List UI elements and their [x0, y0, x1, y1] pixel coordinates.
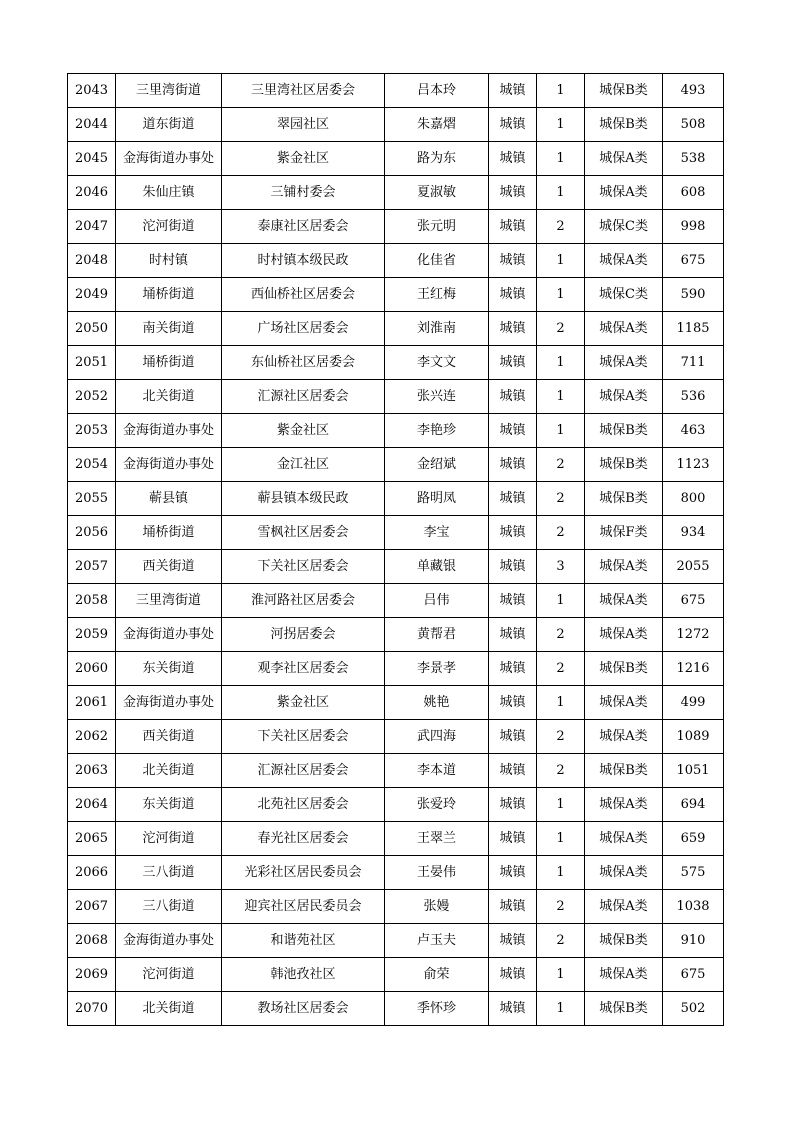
community-cell: 河拐居委会 — [222, 618, 385, 652]
name-cell: 李文文 — [385, 346, 489, 380]
household-size-cell: 2 — [537, 754, 585, 788]
area-type-cell: 城镇 — [489, 584, 537, 618]
amount-cell: 502 — [663, 992, 724, 1026]
insurance-category-cell: 城保B类 — [585, 652, 663, 686]
community-cell: 迎宾社区居民委员会 — [222, 890, 385, 924]
community-cell: 汇源社区居委会 — [222, 754, 385, 788]
area-type-cell: 城镇 — [489, 210, 537, 244]
amount-cell: 711 — [663, 346, 724, 380]
table-row — [68, 720, 724, 754]
community-cell: 韩池孜社区 — [222, 958, 385, 992]
name-cell: 姚艳 — [385, 686, 489, 720]
table-row — [68, 244, 724, 278]
row-number-cell: 2046 — [68, 176, 116, 210]
area-type-cell: 城镇 — [489, 822, 537, 856]
street-office-cell: 北关街道 — [116, 992, 222, 1026]
insurance-category-cell: 城保B类 — [585, 414, 663, 448]
name-cell: 季怀珍 — [385, 992, 489, 1026]
street-office-cell: 沱河街道 — [116, 822, 222, 856]
amount-cell: 2055 — [663, 550, 724, 584]
name-cell: 李景孝 — [385, 652, 489, 686]
name-cell: 张元明 — [385, 210, 489, 244]
name-cell: 俞荣 — [385, 958, 489, 992]
area-type-cell: 城镇 — [489, 924, 537, 958]
insurance-category-cell: 城保F类 — [585, 516, 663, 550]
name-cell: 刘淮南 — [385, 312, 489, 346]
community-cell: 教场社区居委会 — [222, 992, 385, 1026]
row-number-cell: 2066 — [68, 856, 116, 890]
table-row — [68, 686, 724, 720]
row-number-cell: 2065 — [68, 822, 116, 856]
area-type-cell: 城镇 — [489, 244, 537, 278]
community-cell: 和谐苑社区 — [222, 924, 385, 958]
household-size-cell: 1 — [537, 822, 585, 856]
area-type-cell: 城镇 — [489, 890, 537, 924]
table-row — [68, 312, 724, 346]
household-size-cell: 2 — [537, 652, 585, 686]
area-type-cell: 城镇 — [489, 108, 537, 142]
name-cell: 路为东 — [385, 142, 489, 176]
row-number-cell: 2064 — [68, 788, 116, 822]
area-type-cell: 城镇 — [489, 312, 537, 346]
name-cell: 黄帮君 — [385, 618, 489, 652]
area-type-cell: 城镇 — [489, 346, 537, 380]
community-cell: 下关社区居委会 — [222, 720, 385, 754]
table-row — [68, 380, 724, 414]
household-size-cell: 1 — [537, 992, 585, 1026]
insurance-category-cell: 城保A类 — [585, 958, 663, 992]
street-office-cell: 金海街道办事处 — [116, 686, 222, 720]
street-office-cell: 沱河街道 — [116, 958, 222, 992]
household-size-cell: 1 — [537, 584, 585, 618]
insurance-category-cell: 城保B类 — [585, 74, 663, 108]
table-row — [68, 584, 724, 618]
insurance-category-cell: 城保A类 — [585, 346, 663, 380]
household-size-cell: 2 — [537, 448, 585, 482]
household-size-cell: 1 — [537, 958, 585, 992]
name-cell: 化佳省 — [385, 244, 489, 278]
household-size-cell: 2 — [537, 482, 585, 516]
name-cell: 朱嘉熠 — [385, 108, 489, 142]
household-size-cell: 1 — [537, 346, 585, 380]
table-row — [68, 822, 724, 856]
area-type-cell: 城镇 — [489, 516, 537, 550]
row-number-cell: 2069 — [68, 958, 116, 992]
amount-cell: 934 — [663, 516, 724, 550]
household-size-cell: 2 — [537, 924, 585, 958]
amount-cell: 1185 — [663, 312, 724, 346]
name-cell: 张爱玲 — [385, 788, 489, 822]
amount-cell: 1272 — [663, 618, 724, 652]
insurance-category-cell: 城保A类 — [585, 312, 663, 346]
row-number-cell: 2067 — [68, 890, 116, 924]
amount-cell: 998 — [663, 210, 724, 244]
household-size-cell: 2 — [537, 312, 585, 346]
table-row — [68, 958, 724, 992]
community-cell: 紫金社区 — [222, 142, 385, 176]
amount-cell: 910 — [663, 924, 724, 958]
table-row — [68, 754, 724, 788]
amount-cell: 1089 — [663, 720, 724, 754]
area-type-cell: 城镇 — [489, 414, 537, 448]
name-cell: 李本道 — [385, 754, 489, 788]
community-cell: 广场社区居委会 — [222, 312, 385, 346]
row-number-cell: 2058 — [68, 584, 116, 618]
name-cell: 金绍斌 — [385, 448, 489, 482]
row-number-cell: 2048 — [68, 244, 116, 278]
area-type-cell: 城镇 — [489, 856, 537, 890]
household-size-cell: 2 — [537, 516, 585, 550]
household-size-cell: 2 — [537, 720, 585, 754]
amount-cell: 536 — [663, 380, 724, 414]
household-size-cell: 1 — [537, 244, 585, 278]
street-office-cell: 北关街道 — [116, 754, 222, 788]
table-row — [68, 550, 724, 584]
community-cell: 紫金社区 — [222, 414, 385, 448]
street-office-cell: 南关街道 — [116, 312, 222, 346]
household-size-cell: 1 — [537, 380, 585, 414]
community-cell: 翠园社区 — [222, 108, 385, 142]
amount-cell: 675 — [663, 244, 724, 278]
row-number-cell: 2057 — [68, 550, 116, 584]
table-row — [68, 924, 724, 958]
row-number-cell: 2068 — [68, 924, 116, 958]
name-cell: 卢玉夫 — [385, 924, 489, 958]
street-office-cell: 埇桥街道 — [116, 278, 222, 312]
insurance-category-cell: 城保B类 — [585, 108, 663, 142]
household-size-cell: 2 — [537, 890, 585, 924]
insurance-category-cell: 城保B类 — [585, 482, 663, 516]
household-size-cell: 1 — [537, 74, 585, 108]
row-number-cell: 2049 — [68, 278, 116, 312]
community-cell: 雪枫社区居委会 — [222, 516, 385, 550]
amount-cell: 499 — [663, 686, 724, 720]
table-row — [68, 482, 724, 516]
roster-body — [68, 74, 724, 1026]
insurance-category-cell: 城保A类 — [585, 788, 663, 822]
amount-cell: 1051 — [663, 754, 724, 788]
community-cell: 蕲县镇本级民政 — [222, 482, 385, 516]
community-cell: 西仙桥社区居委会 — [222, 278, 385, 312]
roster-table — [67, 73, 724, 1026]
insurance-category-cell: 城保B类 — [585, 754, 663, 788]
household-size-cell: 1 — [537, 856, 585, 890]
table-row — [68, 992, 724, 1026]
street-office-cell: 东关街道 — [116, 652, 222, 686]
amount-cell: 608 — [663, 176, 724, 210]
table-row — [68, 278, 724, 312]
area-type-cell: 城镇 — [489, 176, 537, 210]
amount-cell: 675 — [663, 958, 724, 992]
amount-cell: 493 — [663, 74, 724, 108]
street-office-cell: 朱仙庄镇 — [116, 176, 222, 210]
name-cell: 李艳珍 — [385, 414, 489, 448]
amount-cell: 508 — [663, 108, 724, 142]
row-number-cell: 2044 — [68, 108, 116, 142]
row-number-cell: 2054 — [68, 448, 116, 482]
area-type-cell: 城镇 — [489, 992, 537, 1026]
area-type-cell: 城镇 — [489, 142, 537, 176]
area-type-cell: 城镇 — [489, 652, 537, 686]
insurance-category-cell: 城保A类 — [585, 720, 663, 754]
insurance-category-cell: 城保A类 — [585, 142, 663, 176]
name-cell: 王翠兰 — [385, 822, 489, 856]
name-cell: 吕本玲 — [385, 74, 489, 108]
household-size-cell: 1 — [537, 108, 585, 142]
insurance-category-cell: 城保A类 — [585, 176, 663, 210]
area-type-cell: 城镇 — [489, 788, 537, 822]
name-cell: 单藏银 — [385, 550, 489, 584]
street-office-cell: 金海街道办事处 — [116, 618, 222, 652]
household-size-cell: 1 — [537, 142, 585, 176]
area-type-cell: 城镇 — [489, 74, 537, 108]
amount-cell: 1216 — [663, 652, 724, 686]
street-office-cell: 道东街道 — [116, 108, 222, 142]
area-type-cell: 城镇 — [489, 958, 537, 992]
table-row — [68, 618, 724, 652]
name-cell: 路明凤 — [385, 482, 489, 516]
area-type-cell: 城镇 — [489, 278, 537, 312]
amount-cell: 538 — [663, 142, 724, 176]
table-row — [68, 108, 724, 142]
street-office-cell: 三八街道 — [116, 890, 222, 924]
street-office-cell: 埇桥街道 — [116, 346, 222, 380]
street-office-cell: 三里湾街道 — [116, 74, 222, 108]
household-size-cell: 1 — [537, 414, 585, 448]
insurance-category-cell: 城保A类 — [585, 618, 663, 652]
street-office-cell: 北关街道 — [116, 380, 222, 414]
amount-cell: 575 — [663, 856, 724, 890]
community-cell: 北苑社区居委会 — [222, 788, 385, 822]
area-type-cell: 城镇 — [489, 720, 537, 754]
insurance-category-cell: 城保A类 — [585, 244, 663, 278]
insurance-category-cell: 城保B类 — [585, 448, 663, 482]
street-office-cell: 西关街道 — [116, 550, 222, 584]
insurance-category-cell: 城保A类 — [585, 550, 663, 584]
street-office-cell: 埇桥街道 — [116, 516, 222, 550]
table-row — [68, 346, 724, 380]
area-type-cell: 城镇 — [489, 686, 537, 720]
row-number-cell: 2063 — [68, 754, 116, 788]
community-cell: 春光社区居委会 — [222, 822, 385, 856]
amount-cell: 463 — [663, 414, 724, 448]
area-type-cell: 城镇 — [489, 448, 537, 482]
table-row — [68, 210, 724, 244]
street-office-cell: 金海街道办事处 — [116, 924, 222, 958]
community-cell: 三铺村委会 — [222, 176, 385, 210]
insurance-category-cell: 城保B类 — [585, 992, 663, 1026]
insurance-category-cell: 城保A类 — [585, 856, 663, 890]
insurance-category-cell: 城保A类 — [585, 380, 663, 414]
community-cell: 紫金社区 — [222, 686, 385, 720]
area-type-cell: 城镇 — [489, 482, 537, 516]
row-number-cell: 2062 — [68, 720, 116, 754]
amount-cell: 800 — [663, 482, 724, 516]
table-row — [68, 448, 724, 482]
name-cell: 武四海 — [385, 720, 489, 754]
insurance-category-cell: 城保A类 — [585, 584, 663, 618]
community-cell: 淮河路社区居委会 — [222, 584, 385, 618]
row-number-cell: 2059 — [68, 618, 116, 652]
household-size-cell: 2 — [537, 618, 585, 652]
household-size-cell: 1 — [537, 788, 585, 822]
community-cell: 光彩社区居民委员会 — [222, 856, 385, 890]
insurance-category-cell: 城保A类 — [585, 822, 663, 856]
community-cell: 东仙桥社区居委会 — [222, 346, 385, 380]
row-number-cell: 2056 — [68, 516, 116, 550]
row-number-cell: 2052 — [68, 380, 116, 414]
insurance-category-cell: 城保C类 — [585, 210, 663, 244]
street-office-cell: 三八街道 — [116, 856, 222, 890]
area-type-cell: 城镇 — [489, 618, 537, 652]
row-number-cell: 2061 — [68, 686, 116, 720]
table-row — [68, 414, 724, 448]
table-row — [68, 788, 724, 822]
name-cell: 王晏伟 — [385, 856, 489, 890]
row-number-cell: 2053 — [68, 414, 116, 448]
row-number-cell: 2055 — [68, 482, 116, 516]
table-row — [68, 890, 724, 924]
street-office-cell: 西关街道 — [116, 720, 222, 754]
household-size-cell: 1 — [537, 686, 585, 720]
community-cell: 时村镇本级民政 — [222, 244, 385, 278]
insurance-category-cell: 城保A类 — [585, 890, 663, 924]
name-cell: 王红梅 — [385, 278, 489, 312]
table-row — [68, 856, 724, 890]
row-number-cell: 2051 — [68, 346, 116, 380]
street-office-cell: 金海街道办事处 — [116, 142, 222, 176]
community-cell: 汇源社区居委会 — [222, 380, 385, 414]
row-number-cell: 2060 — [68, 652, 116, 686]
row-number-cell: 2045 — [68, 142, 116, 176]
row-number-cell: 2050 — [68, 312, 116, 346]
table-row — [68, 74, 724, 108]
household-size-cell: 1 — [537, 278, 585, 312]
row-number-cell: 2070 — [68, 992, 116, 1026]
household-size-cell: 2 — [537, 210, 585, 244]
community-cell: 金江社区 — [222, 448, 385, 482]
name-cell: 夏淑敏 — [385, 176, 489, 210]
amount-cell: 694 — [663, 788, 724, 822]
table-row — [68, 516, 724, 550]
amount-cell: 590 — [663, 278, 724, 312]
name-cell: 张兴连 — [385, 380, 489, 414]
row-number-cell: 2043 — [68, 74, 116, 108]
insurance-category-cell: 城保A类 — [585, 686, 663, 720]
community-cell: 下关社区居委会 — [222, 550, 385, 584]
table-row — [68, 142, 724, 176]
table-row — [68, 176, 724, 210]
name-cell: 张嫚 — [385, 890, 489, 924]
area-type-cell: 城镇 — [489, 754, 537, 788]
name-cell: 李宝 — [385, 516, 489, 550]
street-office-cell: 金海街道办事处 — [116, 414, 222, 448]
row-number-cell: 2047 — [68, 210, 116, 244]
household-size-cell: 3 — [537, 550, 585, 584]
street-office-cell: 三里湾街道 — [116, 584, 222, 618]
community-cell: 泰康社区居委会 — [222, 210, 385, 244]
street-office-cell: 时村镇 — [116, 244, 222, 278]
name-cell: 吕伟 — [385, 584, 489, 618]
community-cell: 观李社区居委会 — [222, 652, 385, 686]
amount-cell: 1038 — [663, 890, 724, 924]
street-office-cell: 东关街道 — [116, 788, 222, 822]
amount-cell: 659 — [663, 822, 724, 856]
area-type-cell: 城镇 — [489, 380, 537, 414]
street-office-cell: 沱河街道 — [116, 210, 222, 244]
insurance-category-cell: 城保B类 — [585, 924, 663, 958]
street-office-cell: 蕲县镇 — [116, 482, 222, 516]
table-row — [68, 652, 724, 686]
amount-cell: 675 — [663, 584, 724, 618]
insurance-category-cell: 城保C类 — [585, 278, 663, 312]
street-office-cell: 金海街道办事处 — [116, 448, 222, 482]
community-cell: 三里湾社区居委会 — [222, 74, 385, 108]
household-size-cell: 1 — [537, 176, 585, 210]
amount-cell: 1123 — [663, 448, 724, 482]
area-type-cell: 城镇 — [489, 550, 537, 584]
